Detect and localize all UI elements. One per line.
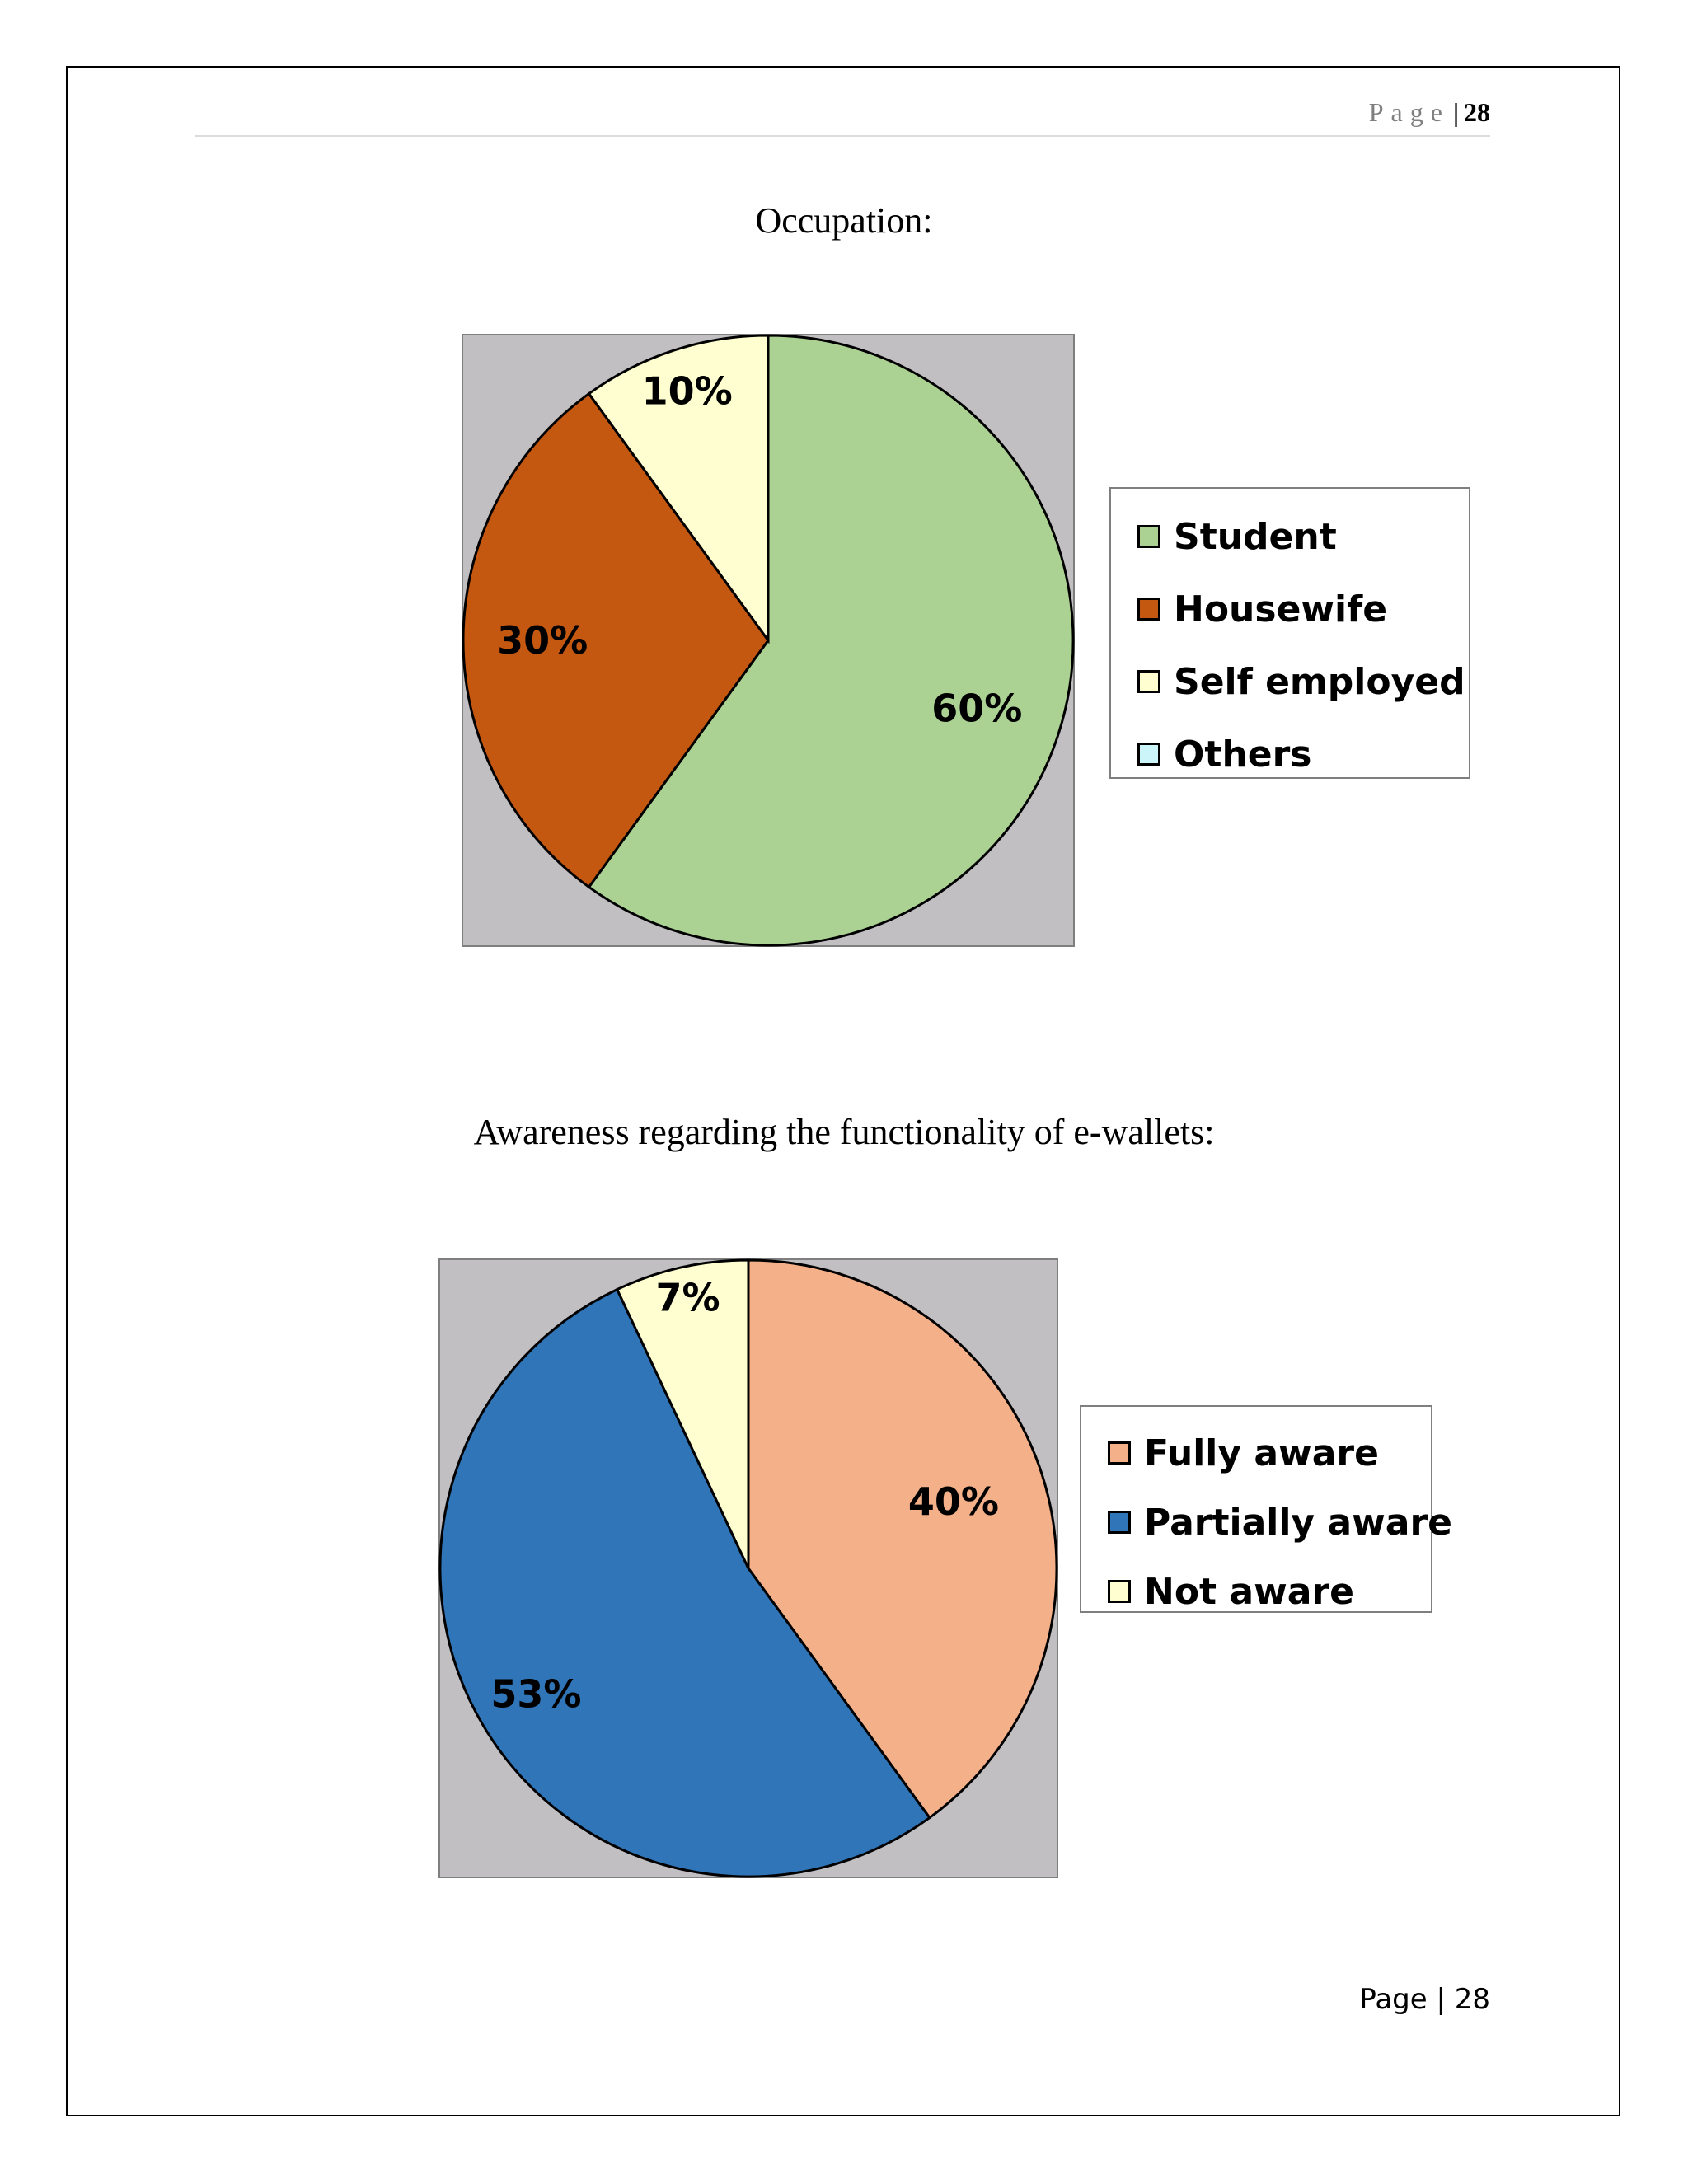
data-label-student: 60% — [931, 686, 1023, 731]
legend-swatch-self-employed — [1137, 670, 1160, 693]
legend-label-not-aware: Not aware — [1144, 1570, 1354, 1613]
legend-label-fully-aware: Fully aware — [1144, 1432, 1379, 1474]
data-label-not-aware: 7% — [655, 1275, 720, 1320]
legend-swatch-not-aware — [1108, 1580, 1131, 1603]
legend-swatch-housewife — [1137, 598, 1160, 621]
header-separator: | — [1452, 97, 1459, 127]
legend-label-partially-aware: Partially aware — [1144, 1501, 1452, 1544]
legend-item-others — [1137, 718, 1469, 790]
legend-item-partially-aware — [1108, 1488, 1452, 1557]
awareness-pie-chart — [438, 1258, 1058, 1878]
data-label-fully-aware: 40% — [907, 1479, 1000, 1525]
legend-swatch-partially-aware — [1108, 1511, 1131, 1534]
data-label-self-employed: 10% — [641, 368, 733, 414]
chart-awareness-title: Awareness regarding the functionality of e-wallets: — [473, 1112, 1215, 1152]
legend-swatch-others — [1137, 743, 1160, 766]
occupation-pie-chart — [462, 334, 1075, 947]
legend-label-others: Others — [1174, 733, 1312, 776]
chart-occupation-title: Occupation: — [755, 200, 933, 241]
header-page-number — [1369, 97, 1490, 128]
header-page-word: Page — [1368, 97, 1450, 127]
legend-item-housewife — [1137, 573, 1469, 645]
page-footer: Page | 28 — [1359, 1983, 1490, 2016]
data-label-housewife: 30% — [497, 618, 588, 663]
awareness-slices — [440, 1260, 1057, 1877]
legend-item-self-employed — [1137, 645, 1469, 718]
legend-label-self-employed: Self employed — [1174, 660, 1465, 703]
occupation-legend — [1109, 487, 1470, 779]
data-label-partially-aware: 53% — [490, 1671, 582, 1717]
page-header — [195, 97, 1490, 137]
legend-item-student — [1137, 500, 1469, 573]
awareness-legend — [1080, 1405, 1452, 1613]
header-number: 28 — [1464, 97, 1490, 127]
legend-swatch-fully-aware — [1108, 1441, 1131, 1465]
legend-item-not-aware — [1108, 1557, 1431, 1626]
legend-swatch-student — [1137, 525, 1160, 548]
legend-label-student: Student — [1174, 515, 1337, 558]
legend-label-housewife: Housewife — [1174, 588, 1388, 630]
legend-item-fully-aware — [1108, 1418, 1431, 1488]
